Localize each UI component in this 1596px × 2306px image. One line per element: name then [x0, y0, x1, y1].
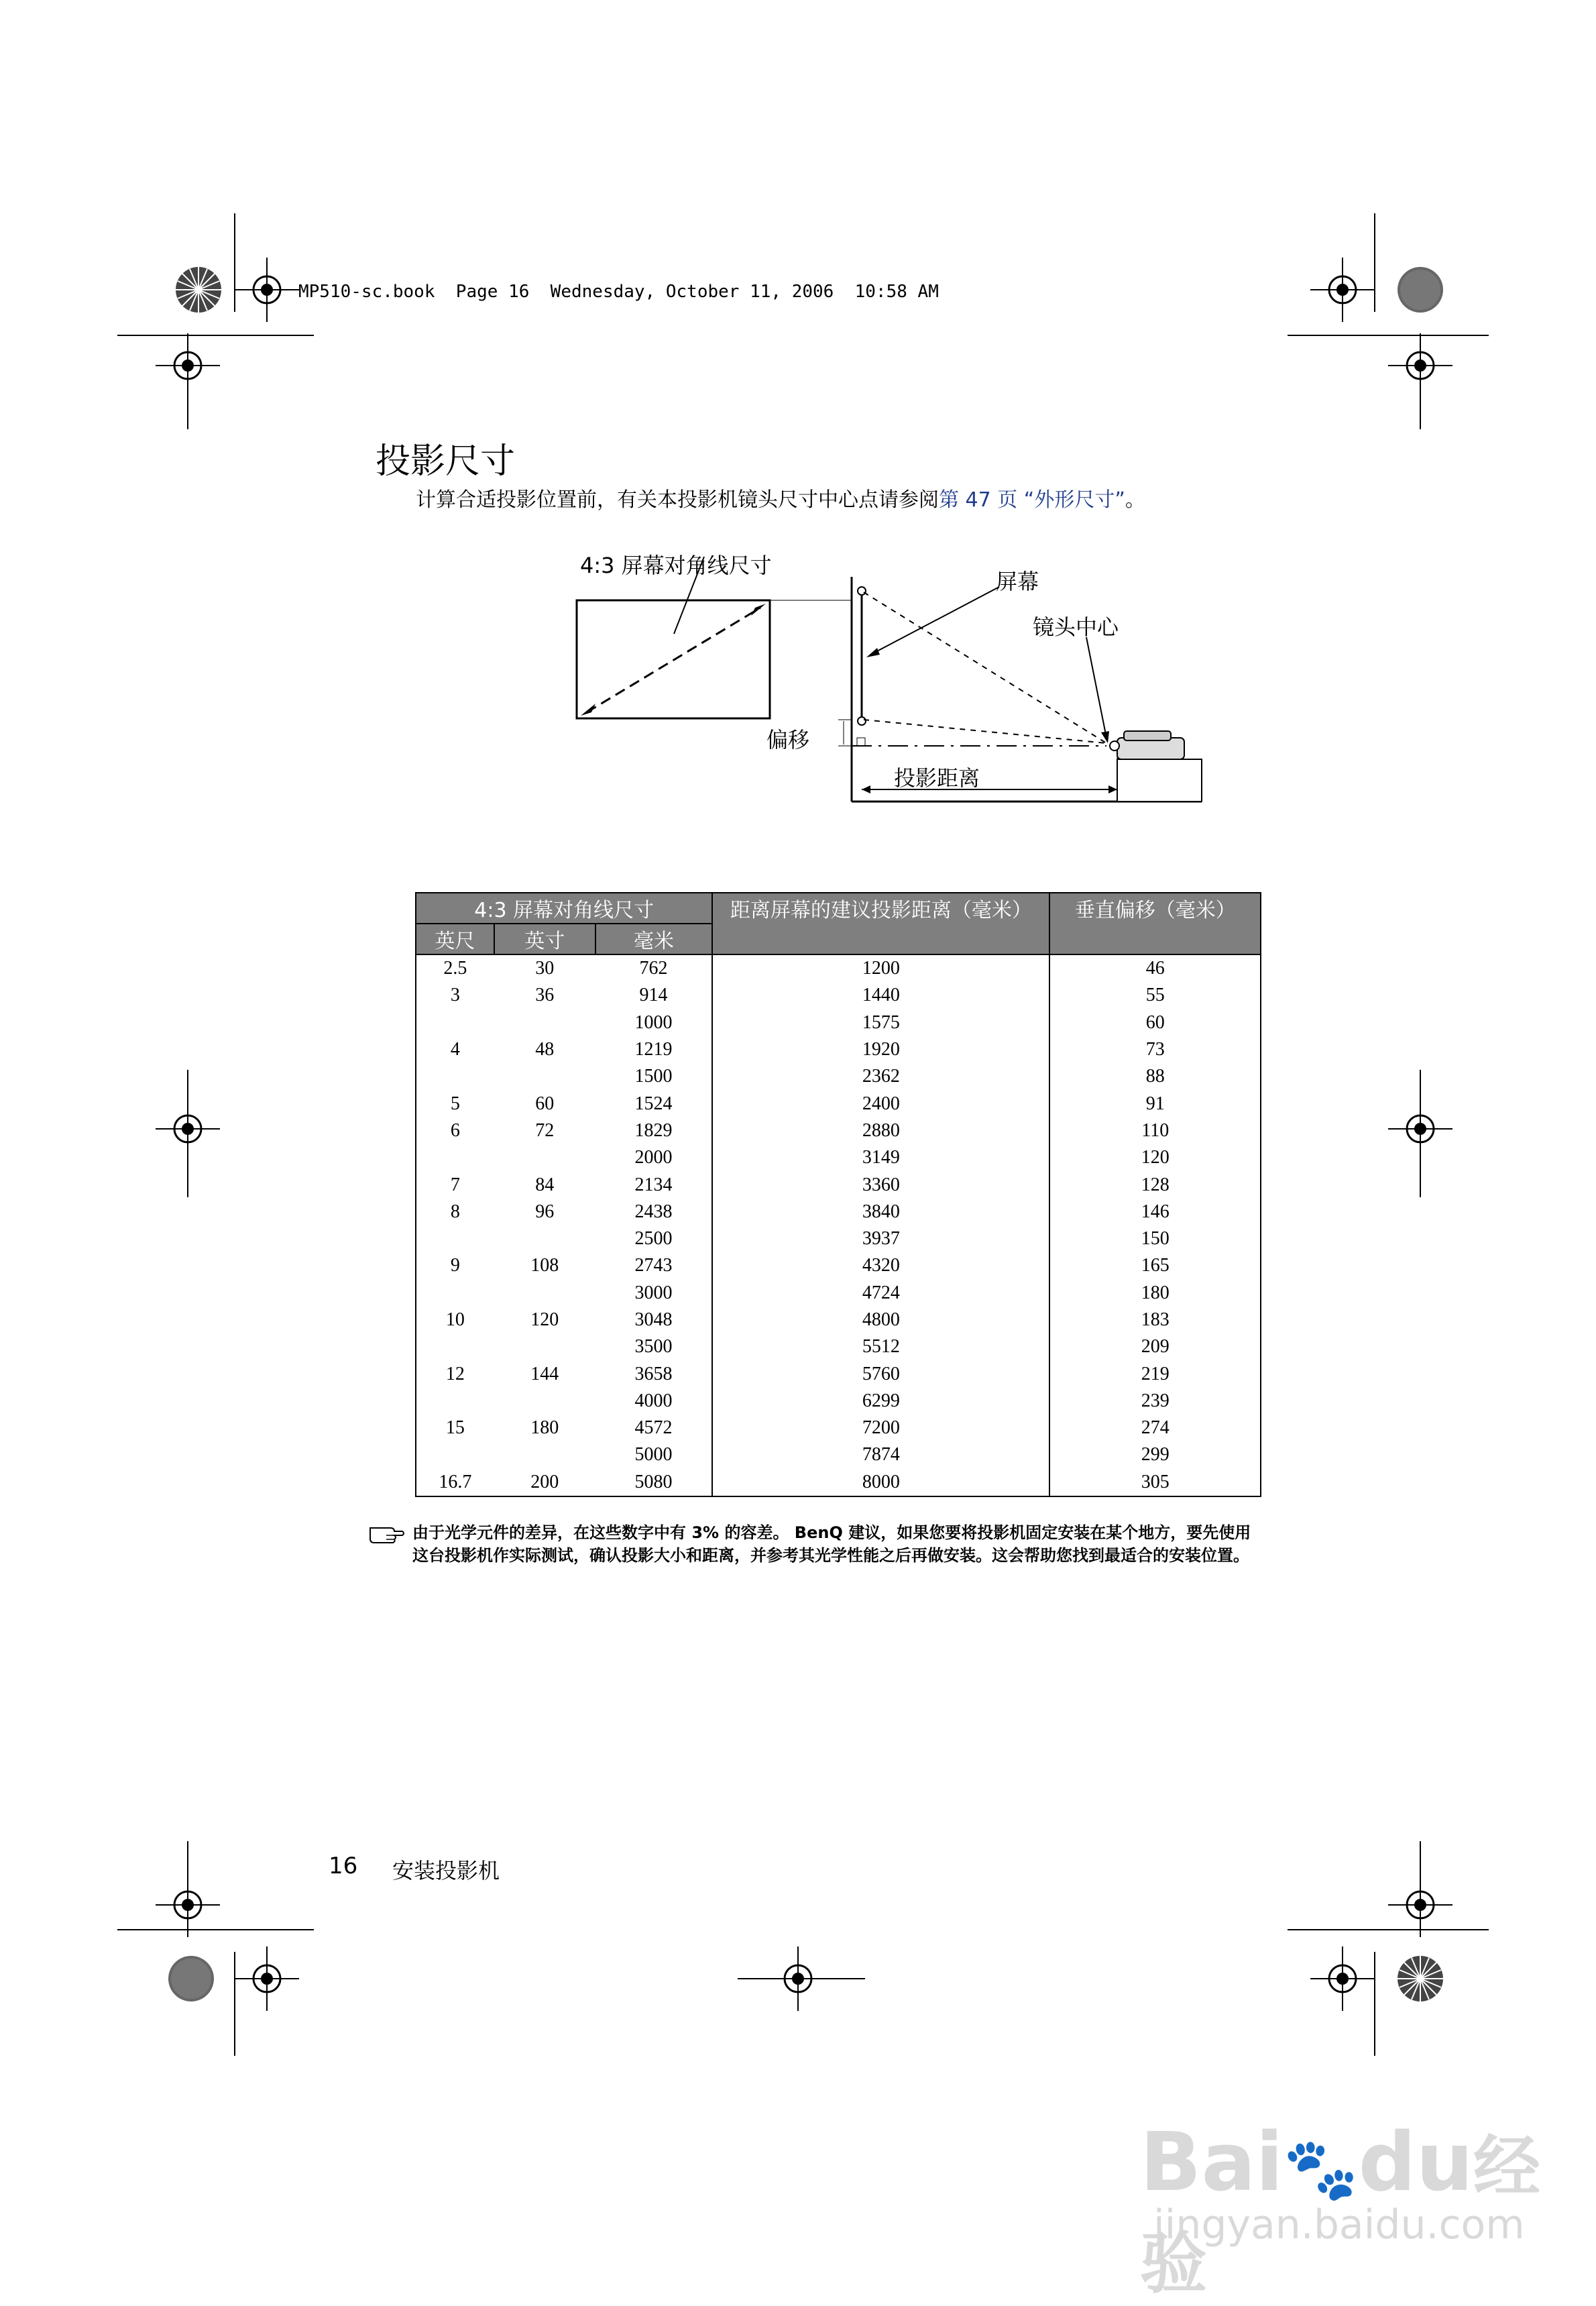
table-cell [494, 1333, 595, 1360]
table-cell [416, 1225, 494, 1252]
table-cell: 60 [1049, 1009, 1261, 1036]
table-cell: 3500 [634, 1336, 673, 1358]
table-cell: 1200 [712, 954, 1049, 982]
table-row [416, 1144, 1261, 1171]
table-cell: 6 [416, 1117, 494, 1144]
table-cell: 914 [639, 985, 668, 1006]
table-cell: 84 [535, 1174, 555, 1195]
table-cell [494, 1144, 595, 1171]
table-cell: 1920 [712, 1036, 1049, 1063]
page-number: 16 [329, 1853, 358, 1879]
watermark-brand-2: du [1358, 2116, 1473, 2209]
table-cell: 180 [530, 1417, 559, 1439]
table-row [416, 1388, 1261, 1415]
table-row [416, 1090, 1261, 1117]
table-cell: 219 [1049, 1360, 1261, 1387]
table-cell: 3937 [712, 1225, 1049, 1252]
table-cell: 274 [1049, 1415, 1261, 1441]
table-cell: 2400 [712, 1090, 1049, 1117]
table-cell: 9 [416, 1252, 494, 1279]
projection-size-table [415, 892, 1261, 1497]
pointing-hand-icon [367, 1523, 406, 1545]
table-cell: 72 [535, 1119, 555, 1141]
table-cell: 150 [1049, 1225, 1261, 1252]
screen-label: 屏幕 [996, 569, 1039, 594]
table-cell: 2438 [634, 1201, 673, 1222]
table-cell: 200 [494, 1469, 595, 1496]
table-cell [494, 1441, 595, 1468]
page-reference-link[interactable]: 第 47 页 “外形尺寸” [939, 488, 1125, 512]
table-cell [416, 1063, 494, 1090]
table-cell: 46 [1049, 954, 1261, 982]
table-cell [416, 1388, 494, 1415]
table-cell: 3658 [634, 1363, 673, 1384]
table-cell: 73 [1049, 1036, 1261, 1063]
table-row [416, 1333, 1261, 1360]
table-cell: 120 [530, 1309, 559, 1330]
table-cell: 2362 [712, 1063, 1049, 1090]
table-cell: 96 [535, 1201, 555, 1222]
table-cell: 762 [639, 958, 668, 979]
table-cell: 183 [1049, 1307, 1261, 1333]
group-header: 4:3 屏幕对角线尺寸 [416, 893, 712, 924]
table-cell: 299 [1049, 1441, 1261, 1468]
table-cell: 4000 [634, 1390, 673, 1411]
table-row [416, 1009, 1261, 1036]
table-row [416, 1036, 1261, 1063]
table-cell: 91 [1049, 1090, 1261, 1117]
table-row [416, 1469, 1261, 1496]
table-row [416, 1360, 1261, 1387]
table-cell: 1219 [634, 1039, 673, 1060]
table-row [416, 1063, 1261, 1090]
table-cell: 165 [1049, 1252, 1261, 1279]
intro-paragraph [416, 483, 1145, 512]
intro-text: 计算合适投影位置前，有关本投影机镜头尺寸中心点请参阅 [416, 488, 939, 512]
distance-label: 投影距离 [894, 765, 980, 791]
table-cell: 3 [416, 982, 494, 1009]
table-cell: 8000 [712, 1469, 1049, 1496]
table-cell [494, 1009, 595, 1036]
table-row [416, 1307, 1261, 1333]
intro-end: 。 [1125, 488, 1145, 512]
table-cell: 8 [416, 1199, 494, 1225]
projector-stand [1117, 759, 1202, 802]
table-cell: 6299 [712, 1388, 1049, 1415]
table-cell: 146 [1049, 1199, 1261, 1225]
sub-header-inch: 英寸 [494, 924, 595, 954]
table-cell: 305 [1049, 1469, 1261, 1496]
table-cell: 5 [416, 1090, 494, 1117]
table-cell: 3360 [712, 1171, 1049, 1198]
table-cell: 5080 [595, 1469, 713, 1496]
table-cell: 2134 [634, 1174, 673, 1195]
table-cell [494, 1388, 595, 1415]
table-row [416, 1441, 1261, 1468]
table-cell: 239 [1049, 1388, 1261, 1415]
table-row [416, 1252, 1261, 1279]
section-title: 投影尺寸 [376, 441, 516, 482]
sub-header-feet: 英尺 [416, 924, 494, 954]
table-row [416, 954, 1261, 982]
table-cell: 2000 [634, 1147, 673, 1168]
offset-label: 偏移 [766, 727, 810, 753]
table-cell [416, 1333, 494, 1360]
table-cell: 110 [1049, 1117, 1261, 1144]
table-cell: 4800 [712, 1307, 1049, 1333]
table-cell: 4724 [712, 1280, 1049, 1307]
table-cell: 16.7 [416, 1469, 494, 1496]
table-cell: 209 [1049, 1333, 1261, 1360]
table-cell: 1829 [634, 1119, 673, 1141]
table-cell: 3000 [634, 1282, 673, 1303]
screen-diagonal-label: 4:3 屏幕对角线尺寸 [580, 553, 772, 578]
table-cell: 144 [530, 1363, 559, 1384]
chapter-title: 安装投影机 [392, 1858, 500, 1883]
table-cell: 55 [1049, 982, 1261, 1009]
table-cell: 4 [416, 1036, 494, 1063]
table-cell: 60 [535, 1093, 555, 1114]
table-row [416, 1199, 1261, 1225]
table-cell: 1575 [712, 1009, 1049, 1036]
table-cell: 3149 [712, 1144, 1049, 1171]
table-body [416, 954, 1261, 1496]
table-cell [494, 1225, 595, 1252]
note-text: 由于光学元件的差异，在这些数字中有 3% 的容差。 BenQ 建议，如果您要将投影机固定安装在某个地方，要先使用这台投影机作实际测试，确认投影大小和距离，并参考其光学性能之后再做安装。这会帮助您找到最适合的安装位置。 [412, 1523, 1251, 1565]
table-cell: 2880 [712, 1117, 1049, 1144]
table-cell: 7200 [712, 1415, 1049, 1441]
table-cell: 180 [1049, 1280, 1261, 1307]
watermark-cn: 经验 [1140, 2128, 1540, 2303]
table-cell: 1500 [634, 1066, 673, 1087]
table-cell: 36 [535, 985, 555, 1006]
projector-icon [1110, 731, 1184, 759]
distance-header: 距离屏幕的建议投影距离（毫米） [712, 893, 1049, 954]
table-cell: 128 [1049, 1171, 1261, 1198]
table-cell: 5760 [712, 1360, 1049, 1387]
table-cell: 7874 [712, 1441, 1049, 1468]
table-cell: 4320 [712, 1252, 1049, 1279]
table-cell: 10 [416, 1307, 494, 1333]
table-cell [416, 1144, 494, 1171]
table-cell [416, 1009, 494, 1036]
table-cell: 15 [416, 1415, 494, 1441]
paw-icon: 🐾 [1283, 2134, 1359, 2205]
print-header: MP510-sc.book Page 16 Wednesday, October 11, 2006 10:58 AM [298, 282, 939, 302]
table-cell [494, 1063, 595, 1090]
table-row [416, 1225, 1261, 1252]
table-cell: 30 [535, 958, 555, 979]
table-cell: 7 [416, 1171, 494, 1198]
table-cell: 1440 [712, 982, 1049, 1009]
sub-header-mm: 毫米 [595, 924, 713, 954]
table-row [416, 982, 1261, 1009]
table-cell: 12 [416, 1360, 494, 1387]
table-row [416, 1117, 1261, 1144]
watermark-brand: Bai [1140, 2116, 1284, 2209]
table-row [416, 1171, 1261, 1198]
offset-header: 垂直偏移（毫米） [1049, 893, 1261, 954]
table-cell: 108 [530, 1255, 559, 1276]
table-cell: 3840 [712, 1199, 1049, 1225]
table-cell: 4572 [634, 1417, 673, 1439]
table-cell: 5512 [712, 1333, 1049, 1360]
table-cell: 3048 [634, 1309, 673, 1330]
table-cell: 1524 [634, 1093, 673, 1114]
watermark-url: jingyan.baidu.com [1153, 2201, 1525, 2248]
table-cell [416, 1441, 494, 1468]
table-cell: 120 [1049, 1144, 1261, 1171]
table-cell: 2500 [634, 1228, 673, 1250]
table-cell: 1000 [634, 1011, 673, 1033]
table-row [416, 1415, 1261, 1441]
table-cell: 88 [1049, 1063, 1261, 1090]
table-cell [494, 1280, 595, 1307]
table-row [416, 1280, 1261, 1307]
table-cell: 48 [535, 1039, 555, 1060]
table-cell: 2.5 [416, 954, 494, 982]
lens-center-label: 镜头中心 [1033, 614, 1119, 640]
table-cell [416, 1280, 494, 1307]
table-cell: 5000 [634, 1444, 673, 1466]
table-cell: 2743 [634, 1255, 673, 1276]
